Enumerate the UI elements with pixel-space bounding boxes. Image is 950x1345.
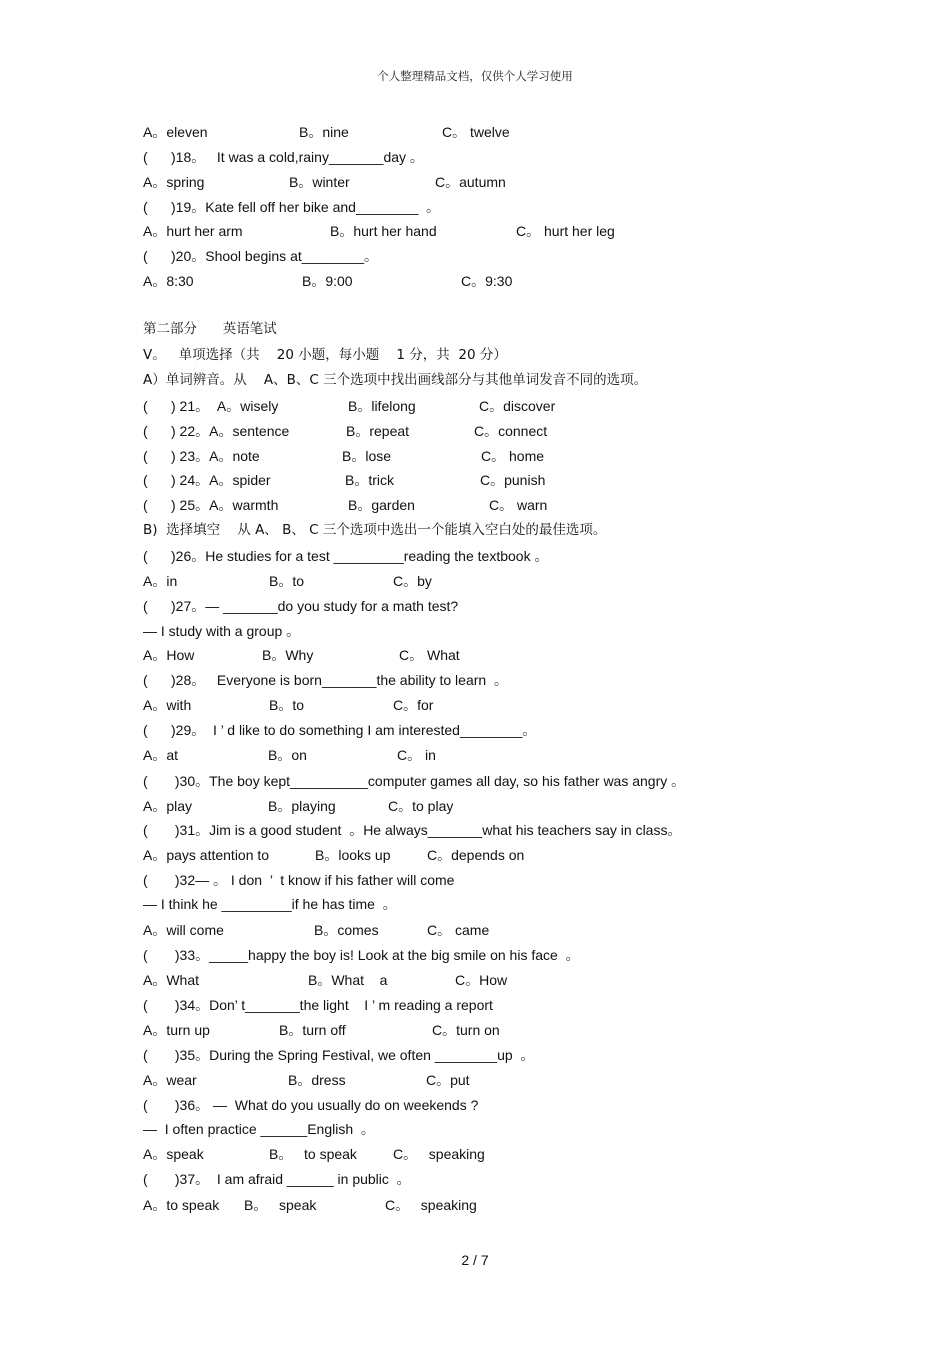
q25-stem: ( ) 25。A。warmth [143,497,279,513]
q37-option-c: C。 speaking [385,1197,477,1213]
q27-stem: ( )27。— _______do you study for a math test? [143,598,459,614]
q33-option-a: A。What [143,972,200,988]
q28-option-a: A。with [143,697,192,713]
q30-option-c: C。to play [388,798,454,814]
q26-option-b: B。to [269,573,305,589]
q18-option-a: A。spring [143,174,205,190]
q24-stem: ( ) 24。A。spider [143,472,271,488]
q31-option-a: A。pays attention to [143,847,270,863]
q19-option-a: A。hurt her arm [143,223,243,239]
q31-stem: ( )31。Jim is a good student 。He always_______what his teachers say in class。 [143,822,682,838]
q35-option-c: C。put [426,1072,470,1088]
q21-option-b: B。lifelong [348,398,416,414]
q17-option-a: A。eleven [143,124,208,140]
q20-option-a: A。8:30 [143,273,194,289]
q35-stem: ( )35。During the Spring Festival, we often ________up 。 [143,1047,535,1063]
part2-title: 第二部分 英语笔试 [143,321,277,337]
q32-reply: — I think he _________if he has time 。 [143,896,397,912]
q29-option-c: C。 in [397,747,436,763]
q29-option-b: B。on [268,747,307,763]
q26-option-c: C。by [393,573,432,589]
q30-option-b: B。playing [268,798,336,814]
q23-stem: ( ) 23。A。note [143,448,260,464]
section5-title: V。 单项选择（共 20 小题，每小题 1 分，共 20 分） [143,347,507,363]
q26-option-a: A。in [143,573,178,589]
q27-option-b: B。Why [262,647,314,663]
q32-option-b: B。comes [314,922,379,938]
q30-stem: ( )30。The boy kept__________computer games all day, so his father was angry 。 [143,773,686,789]
q32-stem: ( )32— 。 I don ’ t know if his father will come [143,872,455,888]
q22-stem: ( ) 22。A。sentence [143,423,290,439]
q36-option-b: B。 to speak [269,1146,357,1162]
q23-option-b: B。lose [342,448,392,464]
q19-option-b: B。hurt her hand [330,223,437,239]
page-header: 个人整理精品文档，仅供个人学习使用 [377,69,573,83]
q27-reply: — I study with a group 。 [143,623,301,639]
q20-option-c: C。9:30 [461,273,513,289]
q22-option-b: B。repeat [346,423,410,439]
q24-option-b: B。trick [345,472,394,488]
q17-option-b: B。nine [299,124,349,140]
q37-option-a: A。to speak [143,1197,220,1213]
q28-option-b: B。to [269,697,305,713]
q23-option-c: C。 home [481,448,545,464]
q34-stem: ( )34。Don’ t_______the light I ’ m reading a report [143,997,493,1013]
q18-stem: ( )18。 It was a cold,rainy_______day 。 [143,149,424,165]
q37-option-b: B。 speak [244,1197,317,1213]
q20-option-b: B。9:00 [302,273,353,289]
sectionA-title: A）单词辨音。从 A、B、C 三个选项中找出画线部分与其他单词发音不同的选项。 [143,372,648,388]
q36-stem: ( )36。 — What do you usually do on weekends ? [143,1097,479,1113]
page-number: 2 / 7 [461,1252,489,1268]
q24-option-c: C。punish [480,472,546,488]
q37-stem: ( )37。 I am afraid ______ in public 。 [143,1171,411,1187]
q28-stem: ( )28。 Everyone is born_______the ability to learn 。 [143,672,508,688]
q19-option-c: C。 hurt her leg [516,223,615,239]
q27-option-c: C。 What [399,647,460,663]
q34-option-c: C。turn on [432,1022,500,1038]
q19-stem: ( )19。Kate fell off her bike and________ 。 [143,199,441,215]
q30-option-a: A。play [143,798,193,814]
q18-option-c: C。autumn [435,174,506,190]
q26-stem: ( )26。He studies for a test _________reading the textbook 。 [143,548,549,564]
q36-option-a: A。speak [143,1146,204,1162]
q27-option-a: A。How [143,647,195,663]
q34-option-a: A。turn up [143,1022,210,1038]
q31-option-c: C。depends on [427,847,525,863]
q33-stem: ( )33。_____happy the boy is! Look at the big smile on his face 。 [143,947,580,963]
q33-option-c: C。How [455,972,508,988]
q29-stem: ( )29。 I ’ d like to do something I am interested________。 [143,722,537,738]
q21-stem: ( ) 21。 A。wisely [143,398,279,414]
q33-option-b: B。What a [308,972,388,988]
q35-option-a: A。wear [143,1072,197,1088]
q36-option-c: C。 speaking [393,1146,485,1162]
q31-option-b: B。looks up [315,847,391,863]
q25-option-c: C。 warn [489,497,548,513]
q17-option-c: C。 twelve [442,124,510,140]
q32-option-c: C。 came [427,922,490,938]
q35-option-b: B。dress [288,1072,346,1088]
q20-stem: ( )20。Shool begins at________。 [143,248,379,264]
q21-option-c: C。discover [479,398,556,414]
q32-option-a: A。will come [143,922,224,938]
q29-option-a: A。at [143,747,179,763]
q22-option-c: C。connect [474,423,548,439]
q34-option-b: B。turn off [279,1022,346,1038]
q28-option-c: C。for [393,697,434,713]
q18-option-b: B。winter [289,174,350,190]
q36-reply: — I often practice ______English 。 [143,1121,375,1137]
sectionB-title: B) 选择填空 从 A、 B、 C 三个选项中选出一个能填入空白处的最佳选项。 [143,522,607,538]
q25-option-b: B。garden [348,497,415,513]
